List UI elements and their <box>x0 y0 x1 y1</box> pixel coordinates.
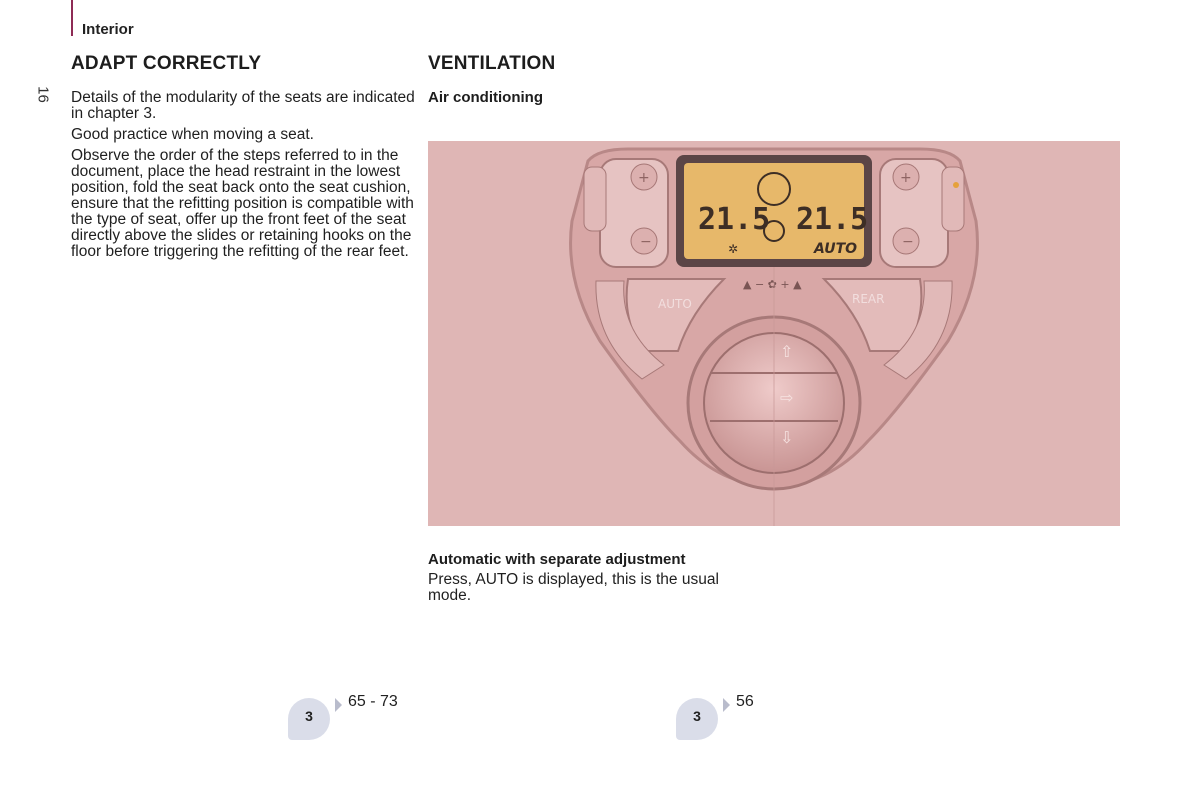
section-accent-bar <box>71 0 73 36</box>
climate-panel-illustration <box>428 141 1120 526</box>
svg-text:+: + <box>638 170 650 186</box>
air-windscreen-icon: ⇧ <box>780 342 794 361</box>
rear-demist-indicator <box>953 182 959 188</box>
auto-button-label: AUTO <box>658 297 692 311</box>
section-label: Interior <box>82 21 134 38</box>
page-number: 16 <box>34 86 52 103</box>
chevron-right-icon <box>723 698 730 712</box>
rear-button-label: REAR <box>852 292 885 306</box>
heading-adapt-correctly: ADAPT CORRECTLY <box>71 53 262 74</box>
subheading-air-conditioning: Air conditioning <box>428 89 543 106</box>
chapter-number: 3 <box>305 708 313 724</box>
fan-speed-indicator: ▲ − ✿ + ▲ <box>743 278 802 291</box>
temp-right-readout: 21.5 <box>796 202 869 237</box>
display-auto-indicator: AUTO <box>814 241 858 257</box>
heading-ventilation: VENTILATION <box>428 53 556 74</box>
left-body-text <box>71 90 416 265</box>
air-face-icon: ⇨ <box>780 388 794 407</box>
display-sun-icon: ✲ <box>728 242 739 256</box>
svg-text:−: − <box>902 234 914 250</box>
recirculation-button[interactable] <box>584 167 606 231</box>
air-feet-icon: ⇩ <box>780 428 794 447</box>
rear-demist-button[interactable] <box>942 167 964 231</box>
page-range: 65 - 73 <box>348 693 398 710</box>
temp-left-readout: 21.5 <box>698 202 771 237</box>
chevron-right-icon <box>335 698 342 712</box>
svg-text:−: − <box>640 234 652 250</box>
paragraph-good-practice: Good practice when moving a seat. <box>71 126 314 143</box>
page-range: 56 <box>736 693 754 710</box>
climate-control-photo <box>428 141 1120 526</box>
chapter-number: 3 <box>693 708 701 724</box>
subheading-automatic: Automatic with separate adjustment <box>428 551 686 568</box>
paragraph-modularity: Details of the modularity of the seats are indicated in chapter 3. <box>71 89 415 122</box>
paragraph-steps: Observe the order of the steps referred to in the document, place the head restraint in the lowest position, fold the seat back onto the seat cushion, ensure that the refitting position is compatible with the type of seat, offer up the front feet of the seat directly above the slides or retaining hooks on the floor before triggering the refitting of the rear feet. <box>71 147 414 260</box>
automatic-body-text: Press, AUTO is displayed, this is the usual mode. <box>428 571 719 604</box>
svg-text:+: + <box>900 170 912 186</box>
